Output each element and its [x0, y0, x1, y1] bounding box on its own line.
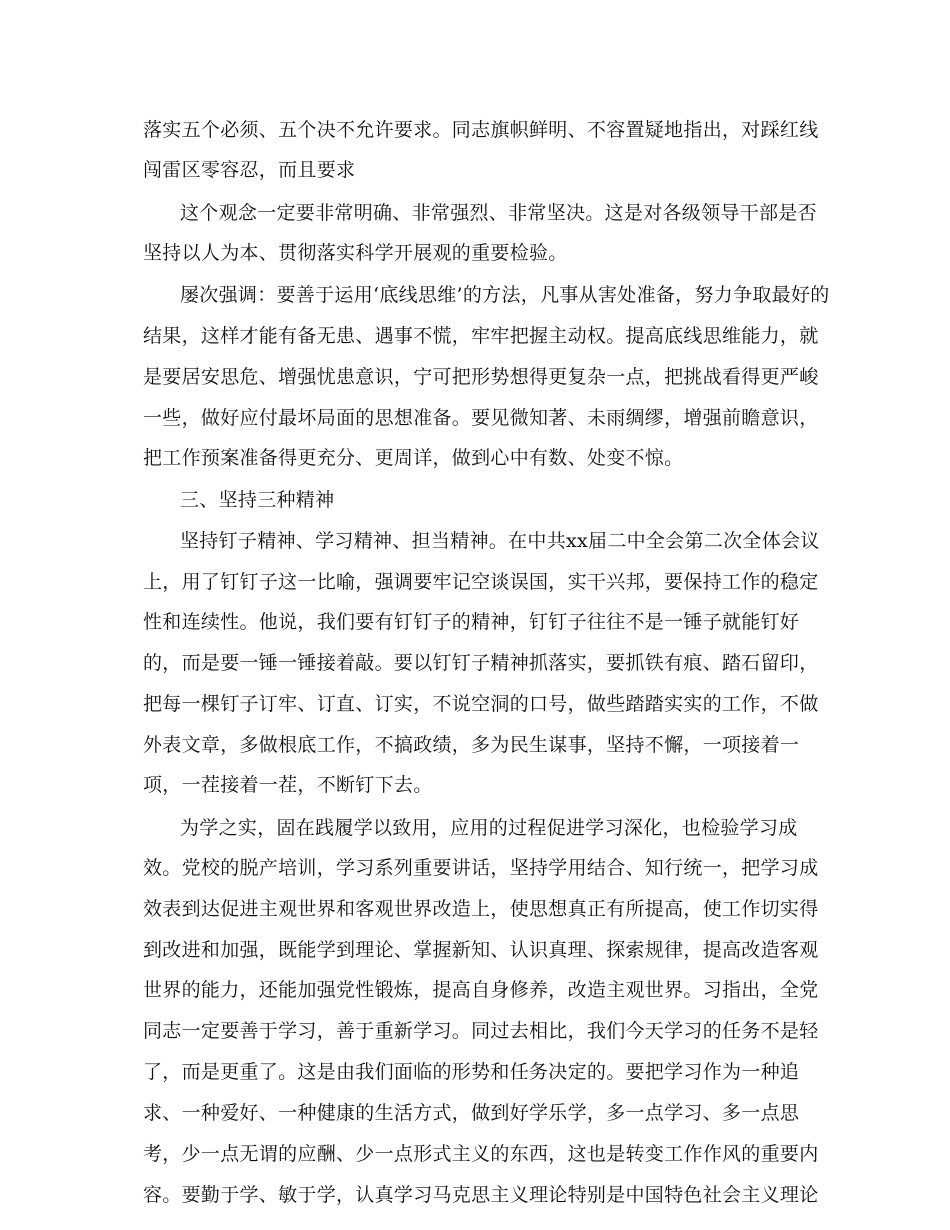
text-line: 是要居安思危、增强忧患意识，宁可把形势想得更复杂一点，把挑战看得更严峻: [143, 366, 819, 388]
text-line: 为学之实，固在践履学以致用，应用的过程促进学习深化，也检验学习成: [180, 817, 798, 839]
section-heading: 三、坚持三种精神: [180, 489, 335, 511]
text-line: 项，一茬接着一茬，不断钉下去。: [143, 774, 433, 796]
text-line: 的，而是要一锤一锤接着敲。要以钉钉子精神抓落实，要抓铁有痕、踏石留印，: [143, 652, 819, 674]
text-line: 坚持钉子精神、学习精神、担当精神。在中共xx届二中全会第二次全体会议: [180, 530, 820, 552]
text-line: 把工作预案准备得更充分、更周详，做到心中有数、处变不惊。: [143, 447, 684, 469]
text-line: 闯雷区零容忍，而且要求: [143, 159, 356, 181]
text-line: 世界的能力，还能加强党性锻炼，提高自身修养，改造主观世界。习指出，全党: [143, 979, 819, 1001]
text-line: 考，少一点无谓的应酬、少一点形式主义的东西，这也是转变工作作风的重要内: [143, 1143, 819, 1165]
text-line: 求、一种爱好、一种健康的生活方式，做到好学乐学，多一点学习、多一点思: [143, 1102, 800, 1124]
text-line: 效。党校的脱产培训，学习系列重要讲话，坚持学用结合、知行统一，把学习成: [143, 857, 819, 879]
text-line: 效表到达促进主观世界和客观世界改造上，使思想真正有所提高，使工作切实得: [143, 898, 819, 920]
text-line: 了，而是更重了。这是由我们面临的形势和任务决定的。要把学习作为一种追: [143, 1061, 800, 1083]
text-line: 把每一棵钉子订牢、订直、订实，不说空洞的口号，做些踏踏实实的工作，不做: [143, 693, 819, 715]
text-line: 同志一定要善于学习，善于重新学习。同过去相比，我们今天学习的任务不是轻: [143, 1020, 819, 1042]
text-line: 结果，这样才能有备无患、遇事不慌，牢牢把握主动权。提高底线思维能力，就: [143, 325, 819, 347]
text-line: 一些，做好应付最坏局面的思想准备。要见微知著、未雨绸缪，增强前瞻意识，: [143, 407, 819, 429]
text-line: 落实五个必须、五个决不允许要求。同志旗帜鲜明、不容置疑地指出，对踩红线: [143, 119, 819, 141]
text-line: 这个观念一定要非常明确、非常强烈、非常坚决。这是对各级领导干部是否: [180, 202, 817, 224]
text-line: 屡次强调：要善于运用‘底线思维’的方法，凡事从害处准备，努力争取最好的: [180, 284, 830, 306]
text-line: 坚持以人为本、贯彻落实科学开展观的重要检验。: [143, 242, 568, 264]
text-line: 外表文章，多做根底工作，不搞政绩，多为民生谋事，坚持不懈，一项接着一: [143, 734, 800, 756]
text-line: 性和连续性。他说，我们要有钉钉子的精神，钉钉子往往不是一锤子就能钉好: [143, 611, 800, 633]
text-line: 到改进和加强，既能学到理论、掌握新知、认识真理、探索规律，提高改造客观: [143, 939, 819, 961]
text-line: 容。要勤于学、敏于学，认真学习马克思主义理论特别是中国特色社会主义理论: [143, 1184, 819, 1206]
text-line: 上，用了钉钉子这一比喻，强调要牢记空谈误国，实干兴邦，要保持工作的稳定: [143, 571, 819, 593]
